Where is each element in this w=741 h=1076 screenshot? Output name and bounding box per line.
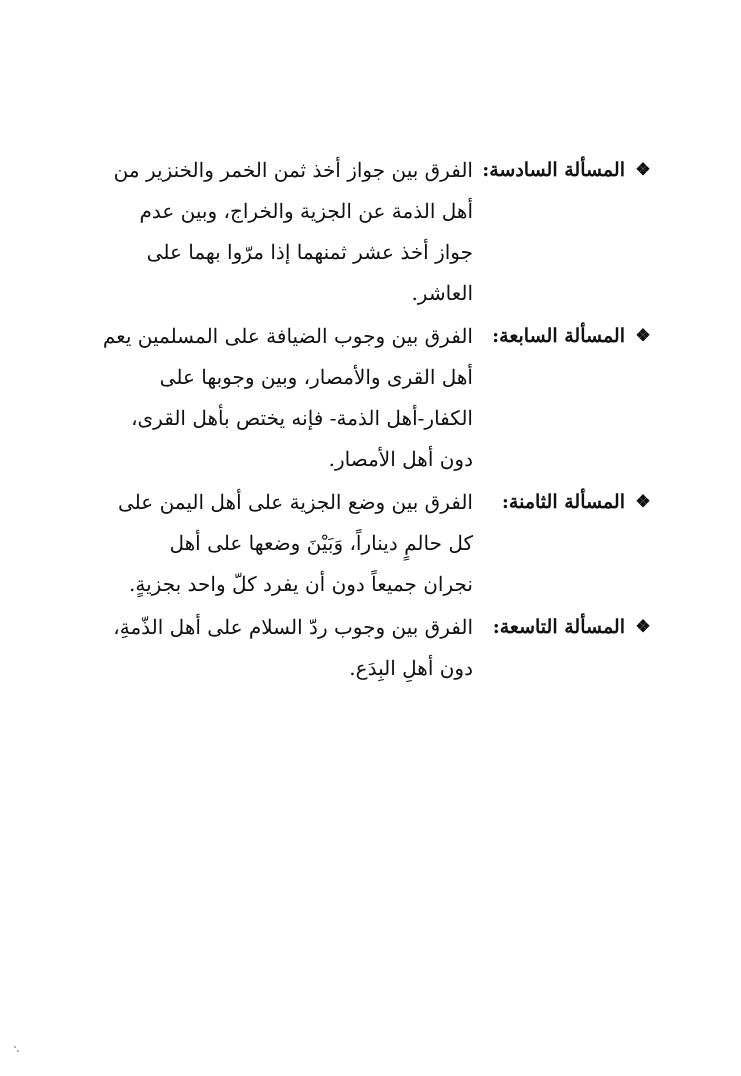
text-line: الفرق بين وجوب ردّ السلام على أهل الذّمةِ، — [113, 615, 473, 639]
text-line: دون أهلِ البِدَع. — [349, 656, 473, 680]
scan-speck — [17, 1050, 19, 1052]
text-line: نجران جميعاً دون أن يفرد كلّ واحد بجزيةٍ. — [129, 572, 473, 596]
text-line: أهل الذمة عن الجزية والخراج، وبين عدم — [139, 199, 473, 223]
text-line: الفرق بين جواز أخذ ثمن الخمر والخنزير من — [113, 158, 473, 182]
issue-text — [85, 316, 473, 480]
issue-text — [85, 482, 473, 605]
issue-heading — [473, 607, 655, 648]
text-line: الكفار-أهل الذمة- فإنه يختص بأهل القرى، — [131, 406, 473, 430]
issue-text — [85, 150, 473, 314]
issue-label: المسألة السادسة: — [482, 159, 625, 181]
issue-entry-7 — [85, 316, 655, 480]
text-line: جواز أخذ عشر ثمنهما إذا مرّوا بهما على — [146, 240, 473, 264]
text-line: العاشر. — [411, 281, 473, 305]
issue-entry-6 — [85, 150, 655, 314]
issue-label: المسألة التاسعة: — [492, 616, 625, 638]
text-line: كل حالمٍ ديناراً، وَبَيْنَ وضعها على أهل — [169, 531, 473, 555]
diamond-bullet-icon: ❖ — [635, 617, 651, 637]
scan-speck — [14, 1046, 16, 1048]
diamond-bullet-icon: ❖ — [635, 326, 651, 346]
issue-label: المسألة الثامنة: — [501, 491, 625, 513]
text-line: دون أهل الأمصار. — [328, 447, 473, 471]
issue-heading — [473, 482, 655, 523]
text-line: الفرق بين وضع الجزية على أهل اليمن على — [118, 490, 473, 514]
issue-heading — [473, 150, 655, 191]
diamond-bullet-icon: ❖ — [635, 160, 651, 180]
issue-label: المسألة السابعة: — [492, 325, 625, 347]
scan-specks — [14, 1046, 20, 1052]
issue-heading — [473, 316, 655, 357]
issue-entry-9 — [85, 607, 655, 689]
issue-text — [85, 607, 473, 689]
diamond-bullet-icon: ❖ — [635, 492, 651, 512]
issues-list — [85, 150, 655, 691]
issue-entry-8 — [85, 482, 655, 605]
text-line: أهل القرى والأمصار، وبين وجوبها على — [159, 365, 473, 389]
text-line: الفرق بين وجوب الضيافة على المسلمين يعم — [102, 324, 473, 348]
